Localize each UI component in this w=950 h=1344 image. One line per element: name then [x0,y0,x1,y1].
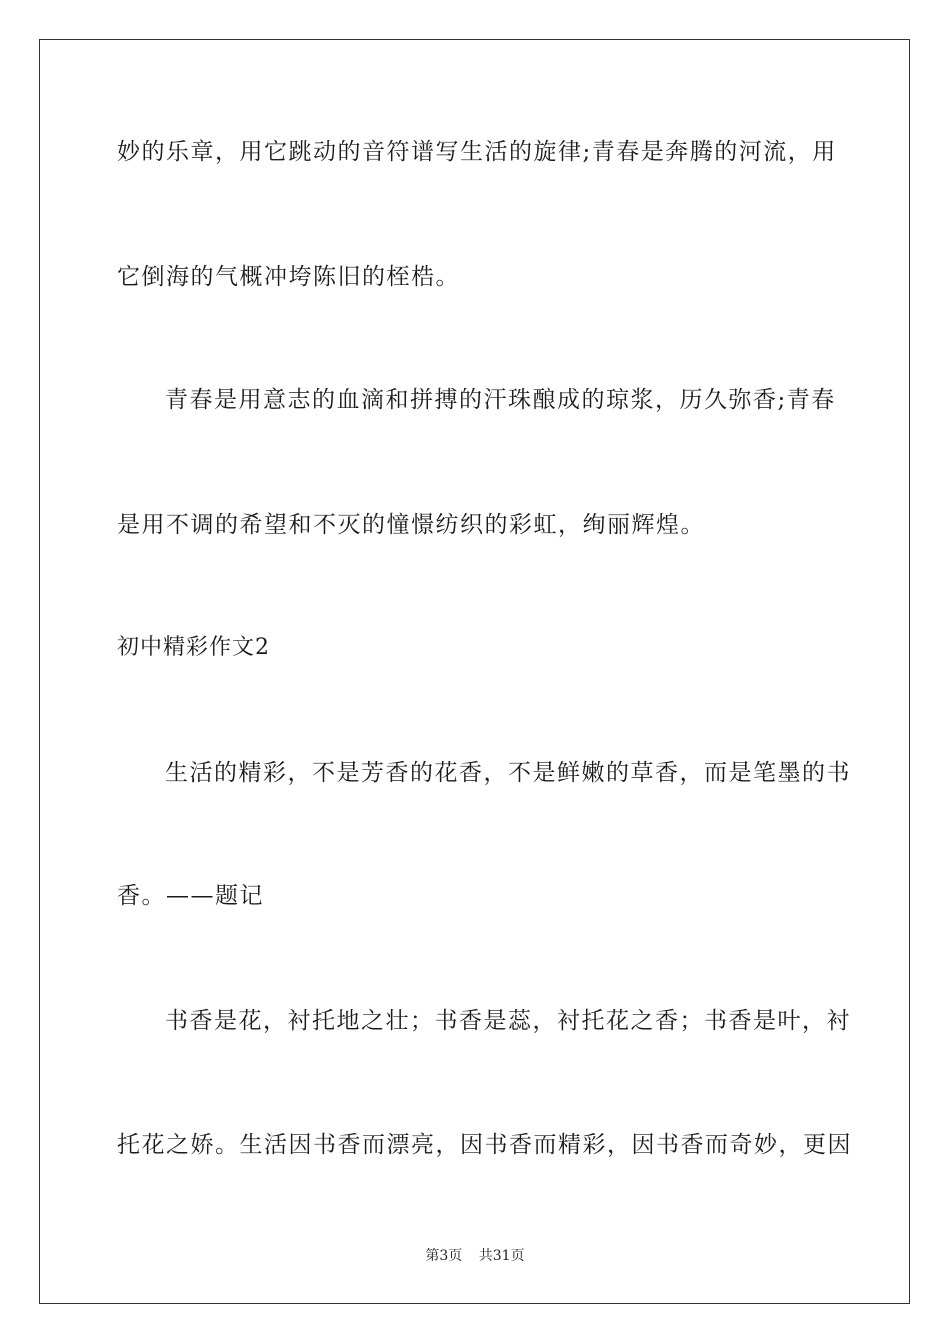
text-line: 生活的精彩，不是芳香的花香，不是鲜嫩的草香，而是笔墨的书 [165,760,851,786]
text-line: 香。——题记 [117,883,264,909]
page-total: 共31页 [478,1248,525,1264]
text-line: 托花之娇。生活因书香而漂亮，因书香而精彩，因书香而奇妙，更因 [117,1132,852,1158]
text-line: 青春是用意志的血滴和拼搏的汗珠酿成的琼浆，历久弥香;青春 [165,387,836,413]
text-line: 它倒海的气概冲垮陈旧的桎梏。 [117,264,460,290]
text-line: 是用不调的希望和不灭的憧憬纺织的彩虹，绚丽辉煌。 [117,512,705,538]
page-border [39,39,910,1304]
page-footer [0,1247,950,1265]
text-line: 书香是花，衬托地之壮；书香是蕊，衬托花之香；书香是叶，衬 [165,1008,851,1034]
page-number: 第3页 [425,1248,463,1264]
section-heading: 初中精彩作文2 [117,635,270,660]
text-line: 妙的乐章，用它跳动的音符谱写生活的旋律;青春是奔腾的河流，用 [117,139,837,165]
